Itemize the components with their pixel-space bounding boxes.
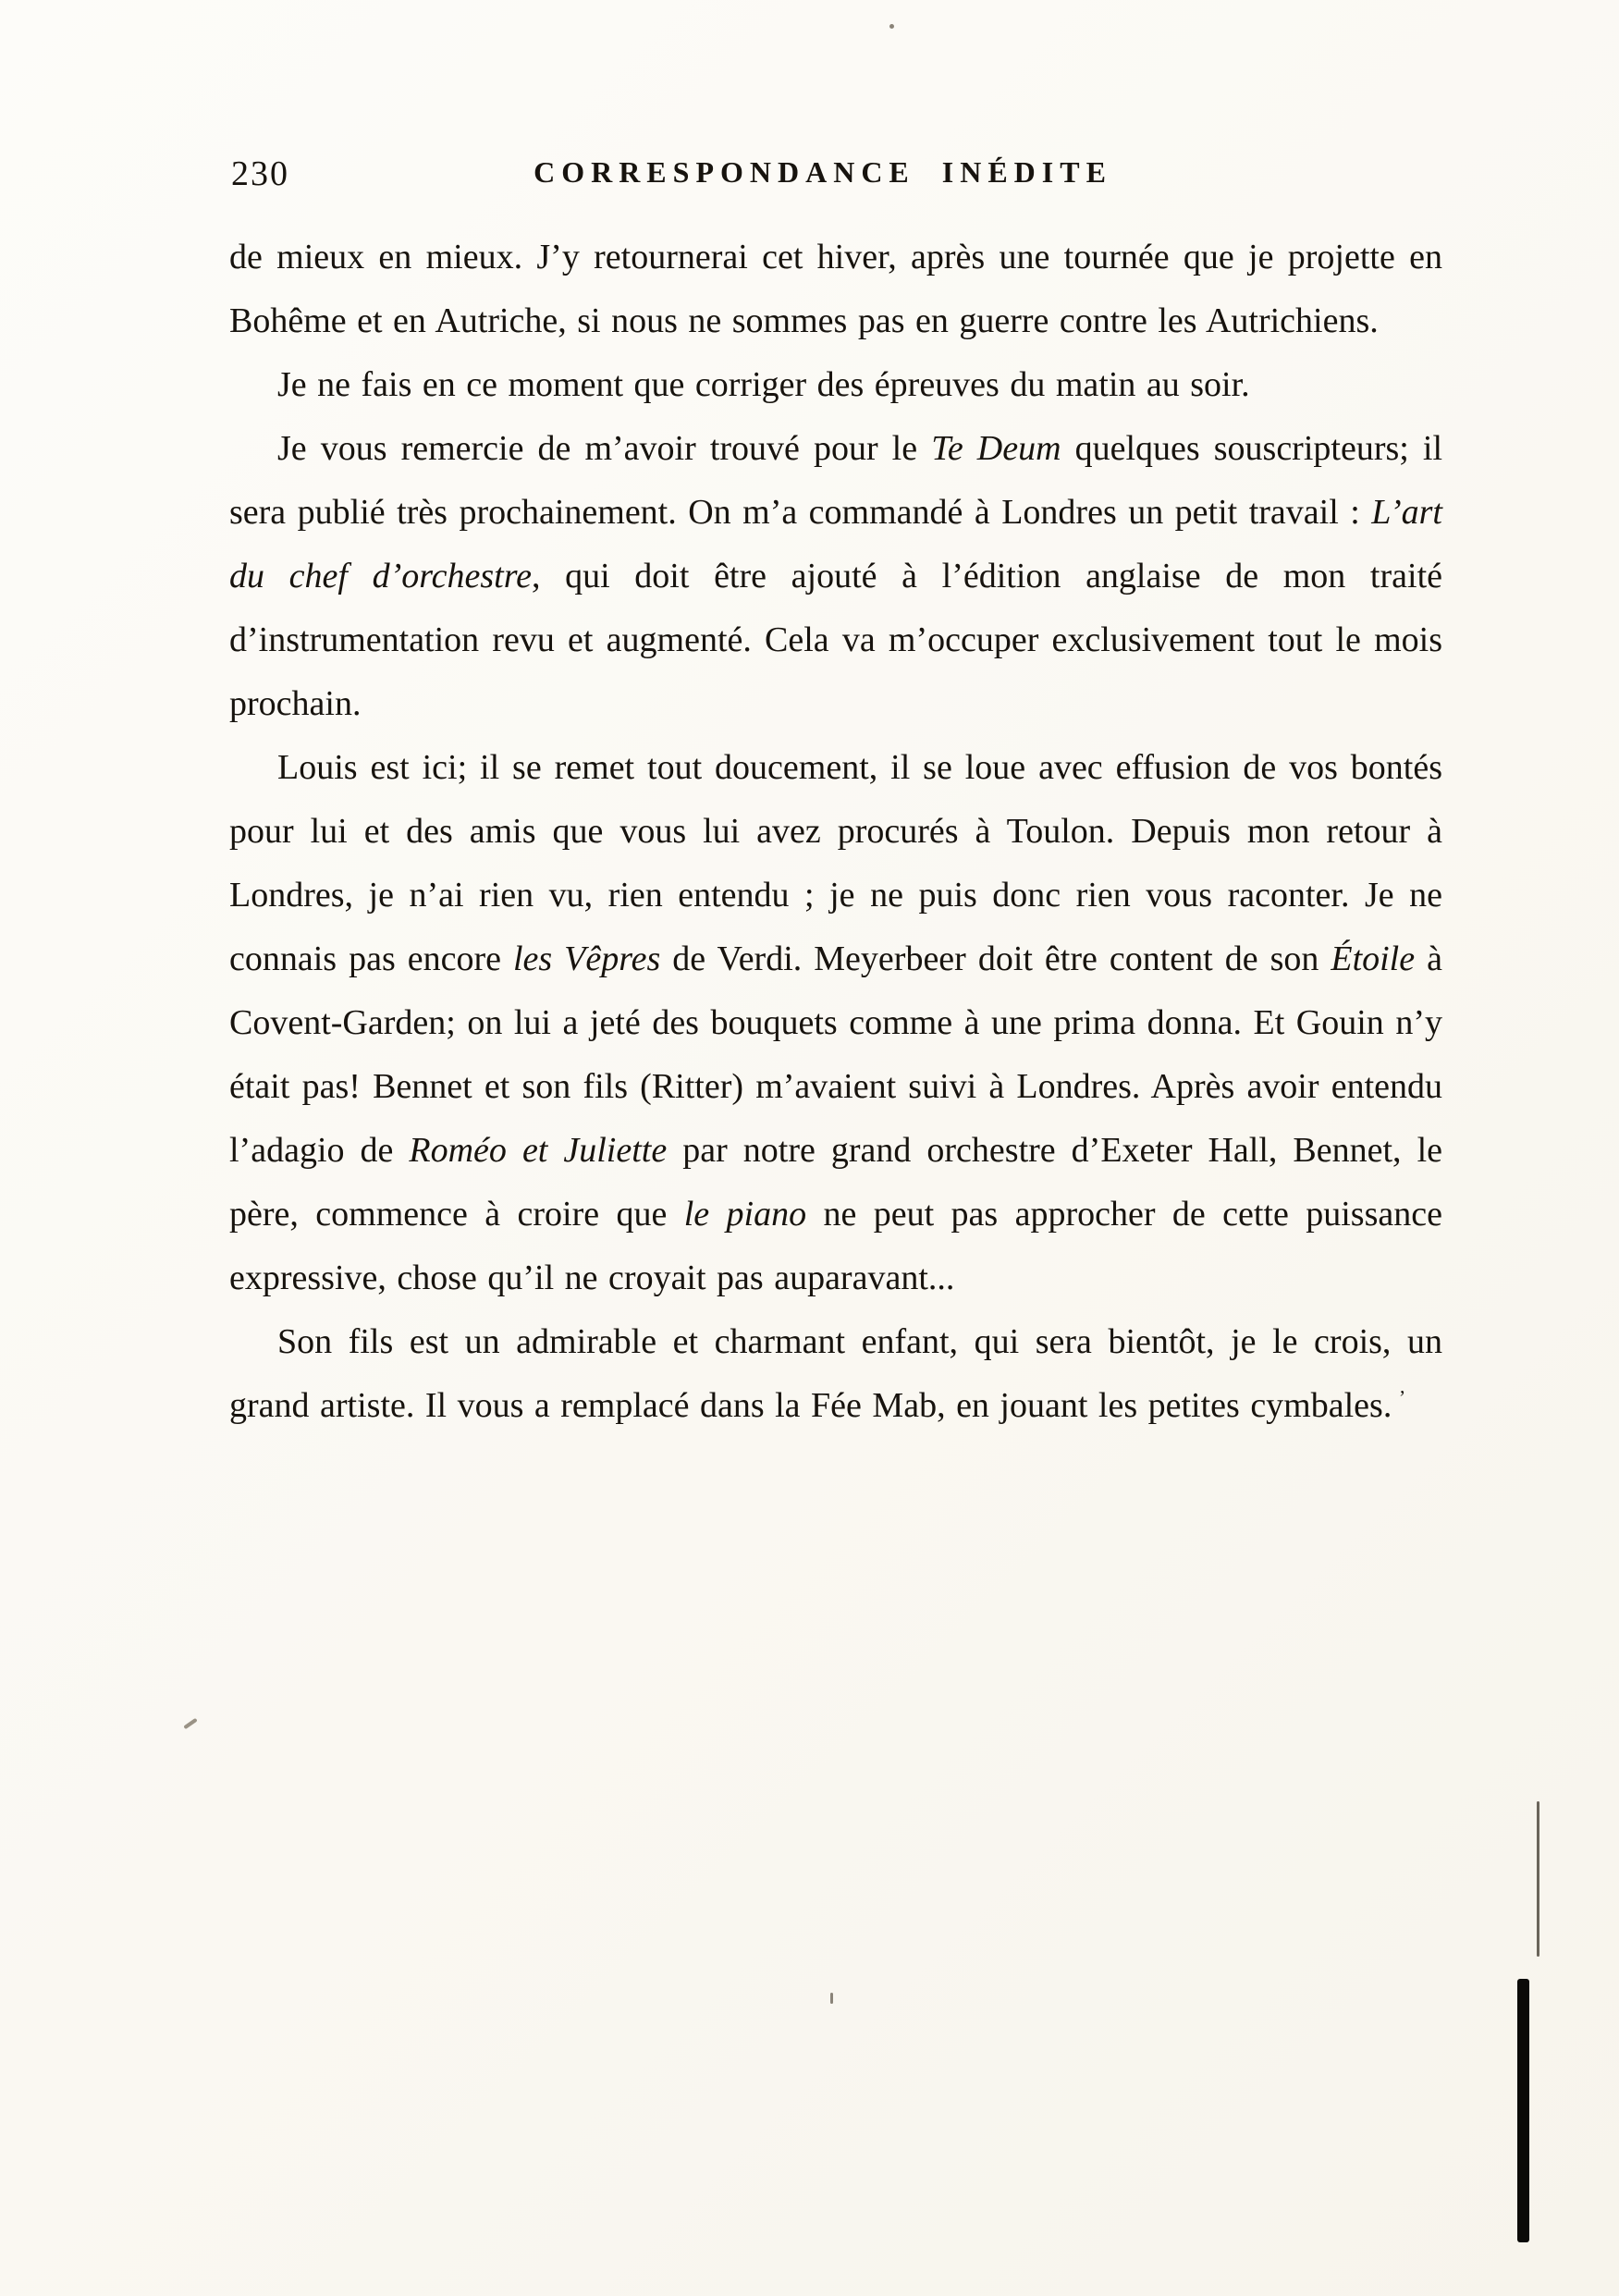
scan-artifact-black-bar (1517, 1979, 1529, 2242)
text-segment: Son fils est un admirable et charmant enfant, qui sera bientôt, je le crois, un grand artiste. Il vous a remplacé dans la Fée Mab, en jouant les petites cymbales. (229, 1322, 1442, 1425)
scan-artifact-bottom-mark (830, 1993, 833, 2004)
paragraph (229, 417, 1442, 736)
paragraph (229, 353, 1442, 417)
text-segment: , qui doit être ajouté à l’édition anglaise de mon traité d’instrumentation revu et augmenté. Cela va m’occuper exclusivement tout le mois prochain. (229, 557, 1442, 723)
text-segment: Je ne fais en ce moment que corriger des épreuves du matin au soir. (277, 365, 1250, 404)
italic-text: Roméo et Juliette (409, 1131, 668, 1170)
page-header (205, 148, 1441, 203)
text-segment: à Covent-Garden; on lui a jeté des bouquets comme à une prima donna. Et Gouin n’y était pas! Bennet et son fils (Ritter) m’avaient suivi à Londres. Après avoir entendu l’adagio de (229, 939, 1442, 1170)
text-segment: de mieux en mieux. J’y retournerai cet hiver, après une tournée que je projette en Bohême et en Autriche, si nous ne sommes pas en guerre contre les Autrichiens. (229, 238, 1442, 340)
running-title: CORRESPONDANCE INÉDITE (534, 155, 1112, 189)
italic-text: le piano (683, 1195, 807, 1234)
paragraph (229, 226, 1442, 353)
text-segment: par notre grand orchestre d’Exeter Hall, Bennet, le père, commence à croire que (229, 1131, 1442, 1234)
scan-artifact-thin-line (1537, 1801, 1539, 1957)
paragraph (229, 736, 1442, 1310)
page-number: 230 (231, 154, 289, 193)
scan-artifact-top-dot (889, 24, 894, 29)
body-text (229, 226, 1442, 1438)
italic-text: Étoile (1331, 939, 1416, 978)
text-segment: ne peut pas approcher de cette puissance expressive, chose qu’il ne croyait pas auparavant... (229, 1195, 1442, 1297)
paragraph (229, 1310, 1442, 1438)
text-segment: Je vous remercie de m’avoir trouvé pour le (277, 429, 932, 468)
italic-text: L’art du chef d’orchestre (229, 493, 1442, 595)
text-segment: de Verdi. Meyerbeer doit être content de son (660, 939, 1331, 978)
text-segment: quelques souscripteurs; il sera publié très prochainement. On m’a commandé à Londres un petit travail : (229, 429, 1443, 532)
italic-text: Te Deum (931, 429, 1061, 468)
footnote-mark: ’ (1392, 1385, 1406, 1409)
italic-text: les Vêpres (512, 939, 661, 978)
text-segment: Louis est ici; il se remet tout doucement, il se loue avec effusion de vos bontés pour lui et des amis que vous lui avez procurés à Toulon. Depuis mon retour à Londres, je n’ai rien vu, rien entendu ; je ne puis donc rien vous raconter. Je ne connais pas encore (229, 748, 1442, 978)
scan-artifact-left-tick (183, 1718, 197, 1729)
